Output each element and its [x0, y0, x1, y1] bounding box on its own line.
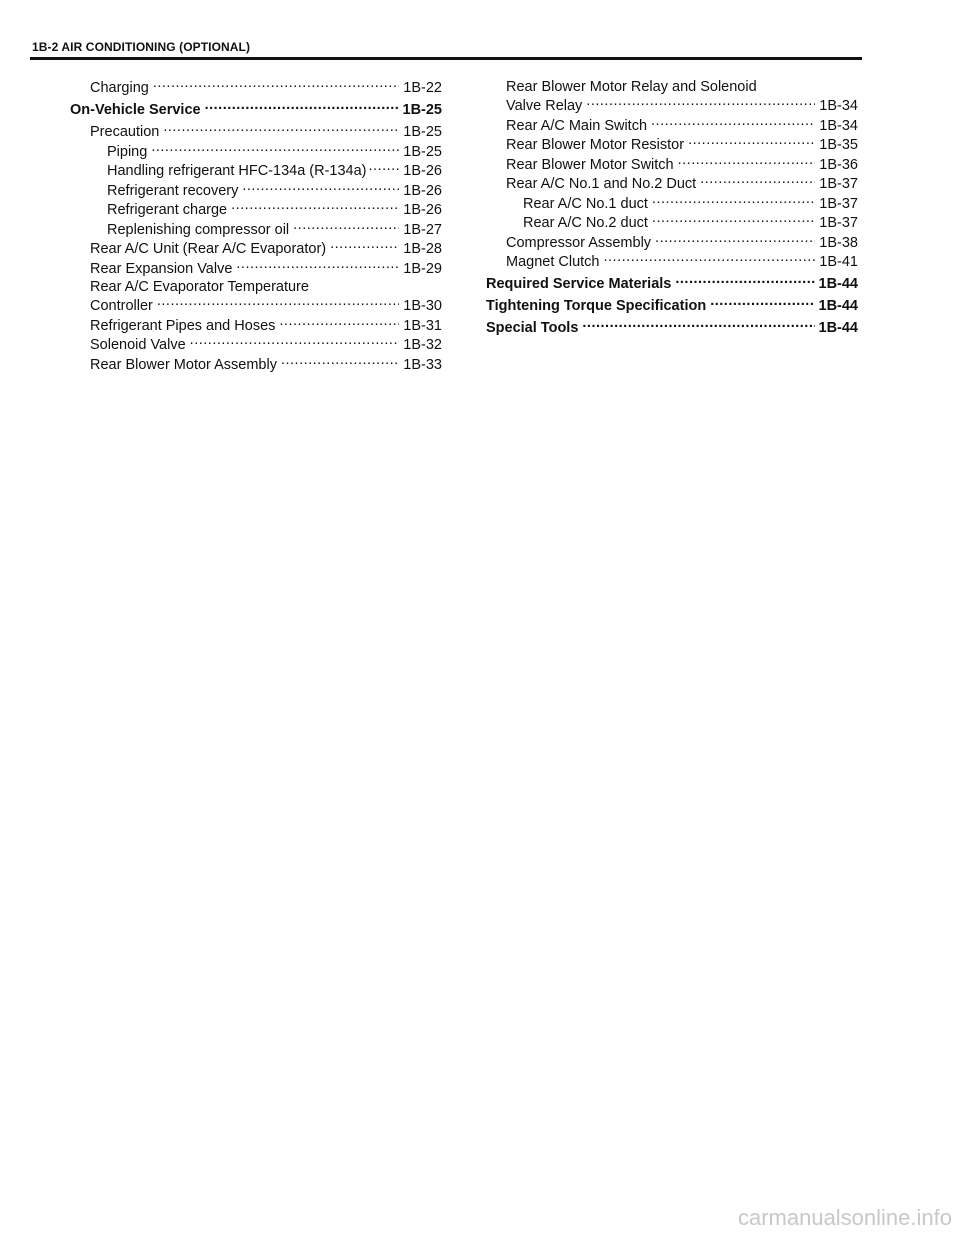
toc-dot-leader: [153, 78, 399, 92]
toc-entry-refrigerant-pipes[interactable]: [70, 316, 442, 335]
toc-entry-page: 1B-25: [402, 102, 442, 118]
toc-dot-leader: [293, 220, 399, 234]
toc-dot-leader: [151, 142, 399, 156]
toc-dot-leader: [236, 259, 399, 273]
toc-entry-magnet-clutch[interactable]: [486, 252, 858, 271]
toc-entry-solenoid-valve[interactable]: [70, 335, 442, 354]
toc-dot-leader: [678, 155, 816, 169]
toc-entry-title: Rear Blower Motor Switch: [506, 156, 674, 173]
toc-entry-page: 1B-37: [819, 215, 858, 231]
toc-entry-page: 1B-30: [403, 298, 442, 314]
toc-entry-title: Special Tools: [486, 320, 579, 336]
toc-entry-replenishing-oil[interactable]: [70, 220, 442, 239]
toc-entry-page: 1B-26: [403, 163, 442, 179]
toc-dot-leader: [652, 194, 815, 208]
toc-dot-leader: [655, 233, 815, 247]
toc-dot-leader: [330, 239, 399, 253]
toc-entry-rear-expansion-valve[interactable]: [70, 259, 442, 278]
toc-entry-page: 1B-28: [403, 241, 442, 257]
toc-dot-leader: [582, 318, 814, 332]
toc-entry-page: 1B-34: [819, 117, 858, 134]
toc-dot-leader: [675, 274, 814, 288]
toc-entry-title: Rear A/C No.1 and No.2 Duct: [506, 176, 697, 192]
toc-dot-leader: [700, 174, 815, 188]
toc-section-required-materials[interactable]: [486, 274, 858, 293]
toc-entry-handling-refrigerant[interactable]: [70, 161, 442, 180]
toc-left-column: [70, 78, 442, 374]
toc-entry-page: 1B-34: [819, 98, 858, 114]
toc-dot-leader: [369, 161, 402, 175]
toc-entry-title: Controller: [90, 298, 153, 314]
toc-dot-leader: [231, 200, 399, 214]
toc-entry-title: Rear A/C No.1 duct: [523, 195, 648, 212]
page-header-title: 1B-2 AIR CONDITIONING (OPTIONAL): [32, 40, 251, 54]
toc-entry-page: 1B-33: [403, 356, 442, 373]
toc-entry-page: 1B-25: [403, 124, 442, 140]
toc-dot-leader: [688, 135, 815, 149]
toc-entry-page: 1B-32: [403, 337, 442, 353]
header-rule: [30, 57, 862, 60]
toc-section-special-tools[interactable]: [486, 318, 858, 337]
toc-entry-title: Replenishing compressor oil: [107, 221, 290, 238]
toc-entry-page: 1B-25: [403, 143, 442, 160]
toc-entry-title: Tightening Torque Specification: [486, 298, 707, 314]
toc-entry-page: 1B-29: [403, 260, 442, 277]
watermark-text: carmanualsonline.info: [737, 1205, 952, 1230]
toc-entry-rear-evap-temp-controller[interactable]: [70, 296, 442, 315]
toc-entry-rear-blower-resistor[interactable]: [486, 135, 858, 154]
toc-dot-leader: [205, 100, 399, 114]
toc-entry-refrigerant-charge[interactable]: [70, 200, 442, 219]
toc-entry-page: 1B-36: [819, 156, 858, 173]
toc-dot-leader: [242, 181, 399, 195]
toc-entry-rear-blower-switch[interactable]: [486, 155, 858, 174]
toc-dot-leader: [190, 335, 400, 349]
toc-dot-leader: [586, 96, 815, 110]
toc-dot-leader: [163, 122, 399, 136]
toc-entry-page: 1B-41: [819, 254, 858, 270]
toc-entry-page: 1B-26: [403, 202, 442, 218]
toc-section-on-vehicle-service[interactable]: [70, 100, 442, 119]
toc-entry-rear-ac-unit[interactable]: [70, 239, 442, 258]
toc-entry-rear-blower-motor-assembly[interactable]: [70, 355, 442, 374]
toc-entry-charging[interactable]: [70, 78, 442, 97]
toc-entry-piping[interactable]: [70, 142, 442, 161]
toc-entry-page: 1B-27: [403, 221, 442, 238]
toc-entry-title: Compressor Assembly: [506, 234, 652, 251]
toc-entry-rear-ac-main-switch[interactable]: [486, 116, 858, 135]
toc-entry-title: Precaution: [90, 124, 160, 140]
toc-entry-rear-ac-no1-duct[interactable]: [486, 194, 858, 213]
toc-entry-title: Refrigerant recovery: [107, 182, 239, 199]
toc-right-column: [486, 78, 858, 340]
toc-dot-leader: [652, 213, 815, 227]
toc-entry-compressor-assembly[interactable]: [486, 233, 858, 252]
toc-entry-page: 1B-38: [819, 234, 858, 251]
toc-dot-leader: [281, 355, 399, 369]
toc-dot-leader: [604, 252, 816, 266]
toc-entry-title: Valve Relay: [506, 98, 583, 114]
toc-dot-leader: [279, 316, 399, 330]
toc-entry-title: Rear A/C Main Switch: [506, 117, 648, 134]
toc-entry-page: 1B-26: [403, 182, 442, 199]
toc-entry-rear-ac-duct[interactable]: [486, 174, 858, 193]
toc-entry-continuation: Rear Blower Motor Relay and Solenoid: [506, 79, 757, 95]
toc-entry-page: 1B-37: [819, 195, 858, 212]
toc-entry-title: Rear A/C No.2 duct: [523, 215, 648, 231]
toc-entry-continuation: Rear A/C Evaporator Temperature: [90, 279, 309, 295]
toc-entry-title: Rear A/C Unit (Rear A/C Evaporator): [90, 241, 327, 257]
toc-dot-leader: [651, 116, 815, 130]
toc-dot-leader: [710, 296, 814, 310]
toc-entry-rear-ac-no2-duct[interactable]: [486, 213, 858, 232]
toc-entry-title: Magnet Clutch: [506, 254, 600, 270]
toc-entry-title: Piping: [107, 143, 148, 160]
toc-entry-precaution[interactable]: [70, 122, 442, 141]
toc-entry-page: 1B-44: [818, 276, 858, 292]
toc-entry-title: Handling refrigerant HFC-134a (R-134a): [107, 163, 367, 179]
toc-entry-title: On-Vehicle Service: [70, 102, 201, 118]
toc-entry-title: Rear Blower Motor Assembly: [90, 356, 277, 373]
toc-entry-page: 1B-35: [819, 137, 858, 153]
toc-section-tightening-torque[interactable]: [486, 296, 858, 315]
toc-entry-title: Rear Expansion Valve: [90, 260, 233, 277]
toc-dot-leader: [157, 296, 399, 310]
toc-entry-title: Charging: [90, 80, 149, 96]
toc-entry-title: Refrigerant charge: [107, 202, 228, 218]
toc-entry-title: Refrigerant Pipes and Hoses: [90, 317, 276, 334]
toc-entry-page: 1B-44: [818, 298, 858, 314]
toc-entry-title: Required Service Materials: [486, 276, 672, 292]
toc-entry-title: Solenoid Valve: [90, 337, 186, 353]
toc-entry-page: 1B-31: [403, 317, 442, 334]
toc-entry-page: 1B-37: [819, 176, 858, 192]
toc-entry-refrigerant-recovery[interactable]: [70, 181, 442, 200]
toc-entry-page: 1B-22: [403, 80, 442, 96]
toc-entry-title: Rear Blower Motor Resistor: [506, 137, 685, 153]
toc-entry-relay-valve[interactable]: [486, 96, 858, 115]
toc-entry-page: 1B-44: [818, 320, 858, 336]
